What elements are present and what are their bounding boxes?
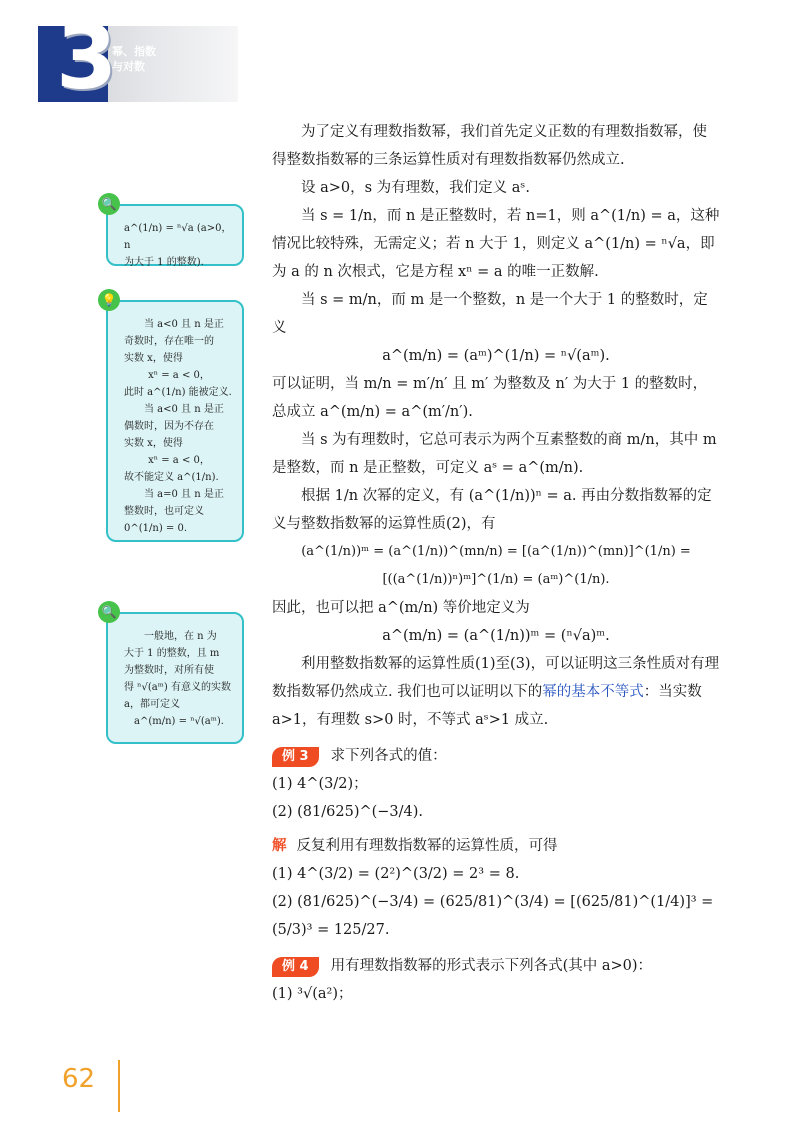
formula: (a^(1/n))ᵐ = (a^(1/n))^(mn/n) = [(a^(1/n))^(mn)]^(1/n) = [((a^(1/n))ⁿ)ᵐ]^(1/n) = (aᵐ)^(1/n). bbox=[301, 544, 691, 587]
note-line: 当 a<0 且 n 是正 bbox=[144, 319, 224, 330]
note-line: 当 a=0 且 n 是正 bbox=[144, 489, 224, 500]
paragraph: 为了定义有理数指数幂，我们首先定义正数的有理数指数幂，使得整数指数幂的三条运算性质对有理数指数幂仍然成立. bbox=[272, 124, 707, 168]
magnifier-icon: 🔍 bbox=[98, 193, 120, 215]
paragraph: 设 a>0，s 为有理数，我们定义 aˢ. bbox=[301, 180, 530, 196]
note-line: xⁿ = a < 0， bbox=[148, 370, 210, 381]
chapter-title bbox=[112, 44, 156, 74]
note-line: a^(m/n) = ⁿ√(aᵐ). bbox=[134, 716, 224, 727]
paragraph: 因此，也可以把 a^(m/n) 等价地定义为 bbox=[272, 600, 530, 616]
note-line: 0^(1/n) = 0. bbox=[124, 523, 187, 534]
chapter-title-line2: 与对数 bbox=[112, 60, 145, 73]
paragraph: 根据 1/n 次幂的定义，有 (a^(1/n))ⁿ = a. 再由分数指数幂的定义与整数指数幂的运算性质(2)，有 bbox=[272, 488, 712, 532]
example-item: (1) ³√(a²)； bbox=[272, 986, 353, 1002]
example-text: 求下列各式的值： bbox=[330, 748, 447, 764]
main-text bbox=[272, 118, 720, 1008]
paragraph: 当 s = m/n，而 m 是一个整数，n 是一个大于 1 的整数时，定义 bbox=[272, 292, 708, 336]
note-line: 一般地，在 n 为 bbox=[144, 631, 217, 642]
example-text: 用有理数指数幂的形式表示下列各式(其中 a>0)： bbox=[330, 958, 653, 974]
solution-label: 解 bbox=[272, 837, 287, 854]
formula: a^(m/n) = (a^(1/n))ᵐ = (ⁿ√a)ᵐ. bbox=[382, 628, 610, 644]
paragraph bbox=[272, 650, 720, 734]
note-line: 为大于 1 的整数). bbox=[124, 257, 204, 268]
note-line: a^(1/n) = ⁿ√a (a>0，n bbox=[124, 223, 232, 251]
example-item: (1) 4^(3/2)； bbox=[272, 776, 368, 792]
example-label: 例 3 bbox=[272, 747, 319, 767]
note-line: 为整数时，对所有使 bbox=[124, 665, 214, 676]
page-number: 62 bbox=[62, 1064, 96, 1094]
example-4-heading bbox=[272, 952, 720, 980]
key-term: 幂的基本不等式 bbox=[542, 684, 644, 700]
note-line: 得 ⁿ√(aᵐ) 有意义的实数 bbox=[124, 682, 231, 693]
sidebar-note-definition bbox=[101, 197, 244, 268]
chapter-number: 3 bbox=[56, 6, 118, 109]
note-line: 此时 a^(1/n) 能被定义. bbox=[124, 387, 232, 398]
sidebar-note-hint bbox=[101, 293, 244, 542]
example-item: (2) (81/625)^(−3/4). bbox=[272, 804, 424, 820]
note-line: 实数 x，使得 bbox=[124, 438, 183, 449]
magnifier-icon: 🔍 bbox=[98, 601, 120, 623]
paragraph: 当 s 为有理数时，它总可表示为两个互素整数的商 m/n，其中 m 是整数，而 n 是正整数，可定义 aˢ = a^(m/n). bbox=[272, 432, 717, 476]
note-line: 偶数时，因为不存在 bbox=[124, 421, 214, 432]
solution-item: (2) (81/625)^(−3/4) = (625/81)^(3/4) = [(625/81)^(1/4)]³ = (5/3)³ = 125/27. bbox=[272, 894, 714, 938]
bulb-icon: 💡 bbox=[98, 289, 120, 311]
note-line: 奇数时，存在唯一的 bbox=[124, 336, 214, 347]
sidebar-note-general bbox=[101, 605, 244, 744]
solution-text: 反复利用有理数指数幂的运算性质，可得 bbox=[296, 838, 558, 854]
text: 利用整数指数幂的运算性质(1)至(3)，可以证明这三条性质对有理数指数幂仍然成立. 我们也可以证明以下的 bbox=[272, 656, 720, 700]
example-label: 例 4 bbox=[272, 957, 319, 977]
paragraph: 可以证明，当 m/n = m′/n′ 且 m′ 为整数及 n′ 为大于 1 的整数时，总成立 a^(m/n) = a^(m′/n′). bbox=[272, 376, 708, 420]
solution-heading bbox=[272, 832, 720, 860]
formula: a^(m/n) = (aᵐ)^(1/n) = ⁿ√(aᵐ). bbox=[382, 348, 610, 364]
note-line: a，都可定义 bbox=[124, 699, 180, 710]
note-line: 当 a<0 且 n 是正 bbox=[144, 404, 224, 415]
example-3-heading bbox=[272, 742, 720, 770]
note-line: 故不能定义 a^(1/n). bbox=[124, 472, 219, 483]
note-line: 大于 1 的整数，且 m bbox=[124, 648, 220, 659]
chapter-title-line1: 幂、指数 bbox=[112, 45, 156, 58]
page-number-divider bbox=[118, 1060, 120, 1112]
solution-item: (1) 4^(3/2) = (2²)^(3/2) = 2³ = 8. bbox=[272, 866, 520, 882]
paragraph: 当 s = 1/n，而 n 是正整数时，若 n=1，则 a^(1/n) = a，这种情况比较特殊，无需定义；若 n 大于 1，则定义 a^(1/n) = ⁿ√a，即为 a 的 n 次根式，它是方程 xⁿ = a 的唯一正数解. bbox=[272, 208, 720, 280]
note-line: 实数 x，使得 bbox=[124, 353, 183, 364]
note-line: xⁿ = a < 0， bbox=[148, 455, 210, 466]
note-line: 整数时，也可定义 bbox=[124, 506, 204, 517]
text: ：当实数 a>1，有理数 s>0 时，不等式 aˢ>1 成立. bbox=[272, 684, 702, 728]
